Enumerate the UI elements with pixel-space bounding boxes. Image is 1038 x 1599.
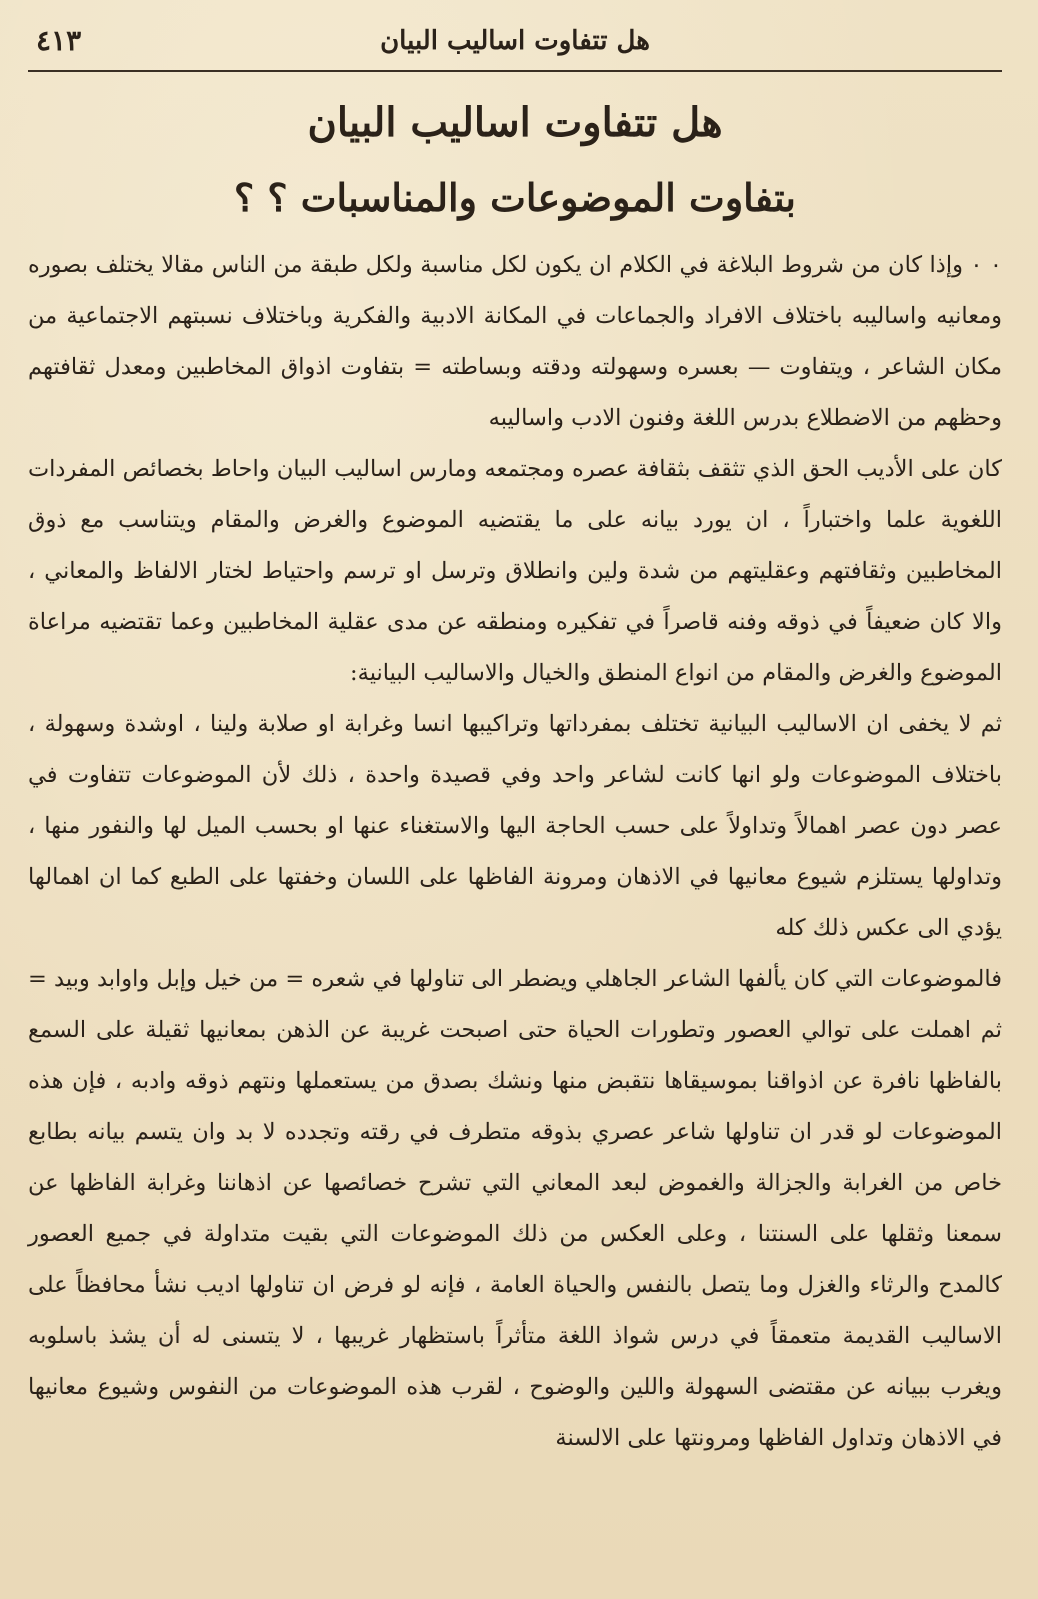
- article-title: هل تتفاوت اساليب البيان: [307, 99, 723, 146]
- article-body: [28, 240, 1002, 1464]
- paragraph: فالموضوعات التي كان يألفها الشاعر الجاهلي ويضطر الى تناولها في شعره = من خيل وإبل واوابد وبيد = ثم اهملت على توالي العصور وتطورات الحياة حتى اصبحت غريبة عن الذهن بمعانيها ثقيلة على السمع بالفاظها نافرة عن اذواقنا بموسيقاها نتقبض منها ونشك بصدق من يستعملها ونتهم ذوقه وادبه ، فإن هذه الموضوعات لو قدر ان تناولها شاعر عصري بذوقه متطرف في رقته وتجدده لا بد وان يتسم بيانه بطابع خاص من الغرابة والجزالة والغموض لبعد المعاني التي تشرح خصائصها عن اذهاننا وغرابة الفاظها عن سمعنا وثقلها على السنتنا ، وعلى العكس من ذلك الموضوعات التي بقيت متداولة في جميع العصور كالمدح والرثاء والغزل وما يتصل بالنفس والحياة العامة ، فإنه لو فرض ان تناولها اديب نشأ محافظاً على الاساليب القديمة متعمقاً في درس شواذ اللغة متأثراً باستظهار غريبها ، لا يتسنى له أن يشذ باسلوبه ويغرب ببيانه عن مقتضى السهولة واللين والوضوح ، لقرب هذه الموضوعات من النفوس وشيوع معانيها في الاذهان وتداول الفاظها ومرونتها على الالسنة: [28, 966, 1002, 1451]
- page-number: ٤١٣: [36, 24, 82, 57]
- running-header: [28, 22, 1002, 72]
- paragraph: كان على الأديب الحق الذي تثقف بثقافة عصره ومجتمعه ومارس اساليب البيان واحاط بخصائص المفردات اللغوية علما واختباراً ، ان يورد بيانه على ما يقتضيه الموضوع والغرض والمقام ويتناسب مع ذوق المخاطبين وثقافتهم وعقليتهم من شدة ولين وانطلاق وترسل او ترسم واحتياط لختار الالفاظ والمعاني ، والا كان ضعيفاً في ذوقه وفنه قاصراً في تفكيره ومنطقه عن مدى عقلية المخاطبين وعما تقتضيه مراعاة الموضوع والغرض والمقام من انواع المنطق والخيال والاساليب البيانية:: [28, 456, 1002, 686]
- running-title: هل تتفاوت اساليب البيان: [380, 26, 650, 56]
- paragraph: ٠ ٠ وإذا كان من شروط البلاغة في الكلام ان يكون لكل مناسبة ولكل طبقة من الناس مقالا يختلف بصوره ومعانيه واساليبه باختلاف الافراد والجماعات في المكانة الادبية والفكرية وباختلاف نسبتهم الاجتماعية من مكان الشاعر ، ويتفاوت — بعسره وسهولته ودقته وبساطته = بتفاوت اذواق المخاطبين ومعدل ثقافتهم وحظهم من الاضطلاع بدرس اللغة وفنون الادب واساليبه: [28, 252, 1002, 431]
- article-subtitle: بتفاوت الموضوعات والمناسبات ؟ ؟: [233, 175, 797, 220]
- paragraph: ثم لا يخفى ان الاساليب البيانية تختلف بمفرداتها وتراكيبها انسا وغرابة او صلابة ولينا ، اوشدة وسهولة ، باختلاف الموضوعات ولو انها كانت لشاعر واحد وفي قصيدة واحدة ، ذلك لأن الموضوعات تتفاوت في عصر دون عصر اهمالاً وتداولاً على حسب الحاجة اليها والاستغناء عنها او بحسب الميل لها والنفور منها ، وتداولها يستلزم شيوع معانيها في الاذهان ومرونة الفاظها على اللسان وخفتها على الطبع كما ان اهمالها يؤدي الى عكس ذلك كله: [28, 711, 1002, 941]
